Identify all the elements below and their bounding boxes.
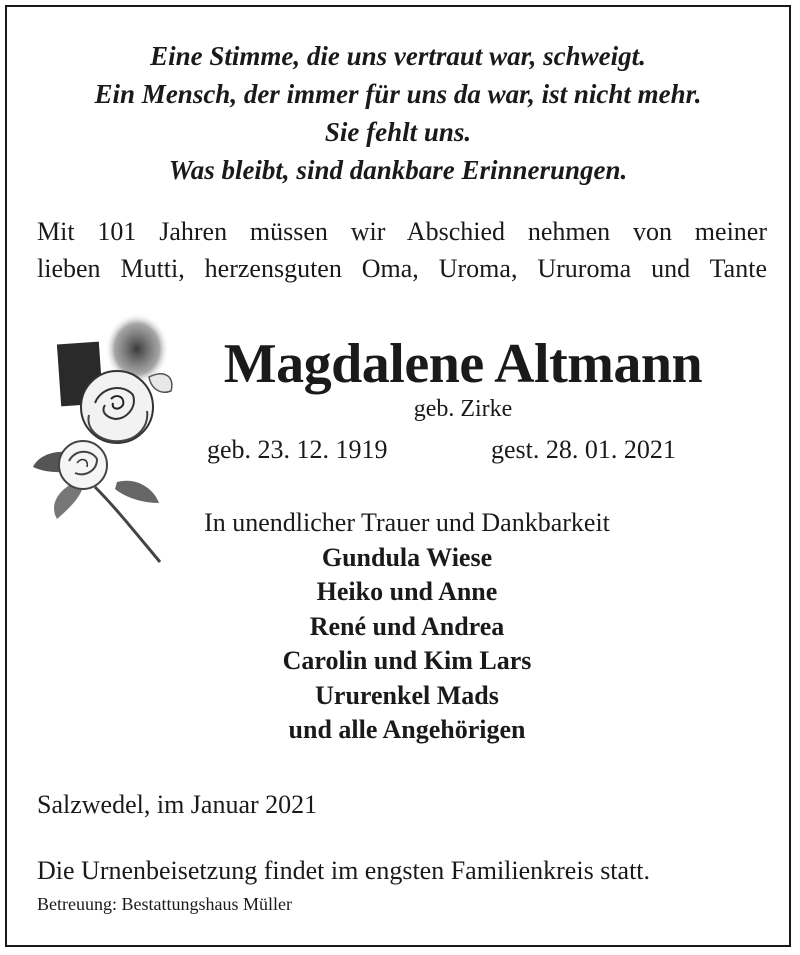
mourning-intro: In unendlicher Trauer und Dankbarkeit <box>204 508 610 537</box>
burial-note: Die Urnenbeisetzung findet im engsten Familienkreis statt. <box>37 856 651 885</box>
mourner-name: Heiko und Anne <box>316 577 498 607</box>
birth-date: geb. 23. 12. 1919 <box>207 435 388 464</box>
mourner-name: Gundula Wiese <box>321 543 493 572</box>
mourner-name: René und Andrea <box>309 611 505 641</box>
verse-line: Sie fehlt uns. <box>324 117 472 147</box>
mourners-list <box>107 541 707 747</box>
mourner-name: und alle Angehörigen <box>288 715 526 745</box>
deceased-name: Magdalene Altmann <box>223 333 703 395</box>
maiden-name: geb. Zirke <box>413 396 513 422</box>
intro-line-1: Mit 101 Jahren müssen wir Abschied nehmen von meiner <box>37 217 767 246</box>
memorial-verse <box>7 37 789 189</box>
intro-line-2: lieben Mutti, herzensguten Oma, Uroma, Ururoma und Tante <box>37 254 767 283</box>
verse-line: Ein Mensch, der immer für uns da war, ist nicht mehr. <box>94 79 702 109</box>
death-date: gest. 28. 01. 2021 <box>491 435 676 464</box>
undertaker-note: Betreuung: Bestattungshaus Müller <box>37 894 292 914</box>
obituary-frame <box>5 5 791 947</box>
mourner-name: Ururenkel Mads <box>315 680 499 710</box>
place-and-date: Salzwedel, im Januar 2021 <box>37 790 318 819</box>
mourner-name: Carolin und Kim Lars <box>282 646 532 676</box>
verse-line: Eine Stimme, die uns vertraut war, schweigt. <box>150 41 646 71</box>
verse-line: Was bleibt, sind dankbare Erinnerungen. <box>168 155 628 185</box>
farewell-intro <box>37 213 767 287</box>
